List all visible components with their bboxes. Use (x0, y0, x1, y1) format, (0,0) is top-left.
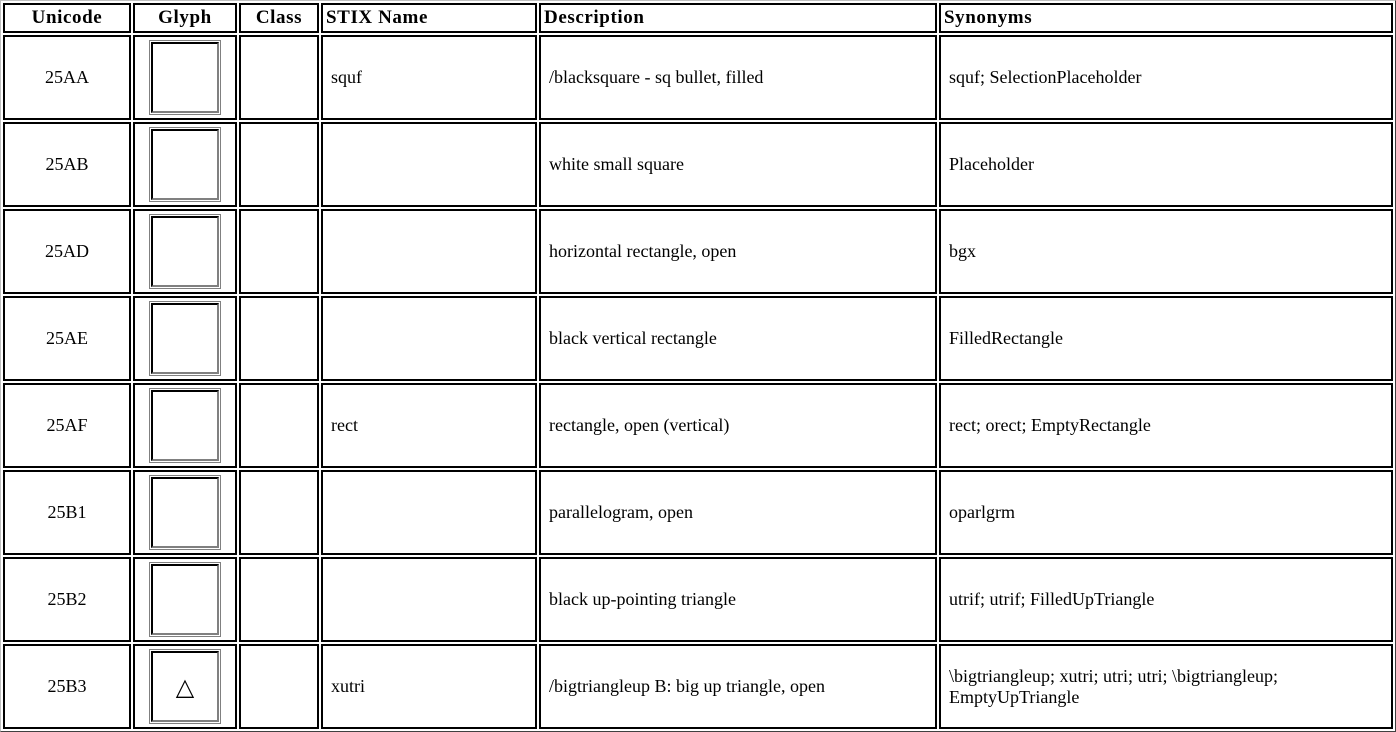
cell-description: /bigtriangleup B: big up triangle, open (539, 644, 937, 729)
header-row (3, 3, 1393, 33)
glyph-image (151, 42, 219, 113)
cell-class (239, 296, 319, 381)
cell-glyph (133, 35, 237, 120)
cell-glyph (133, 557, 237, 642)
cell-description: white small square (539, 122, 937, 207)
table-row (3, 557, 1393, 642)
cell-class (239, 383, 319, 468)
cell-stix-name (321, 557, 537, 642)
cell-glyph (133, 383, 237, 468)
table-row (3, 209, 1393, 294)
cell-description: horizontal rectangle, open (539, 209, 937, 294)
cell-synonyms: rect; orect; EmptyRectangle (939, 383, 1393, 468)
cell-unicode: 25AB (3, 122, 131, 207)
cell-stix-name: squf (321, 35, 537, 120)
cell-glyph (133, 644, 237, 729)
cell-glyph (133, 470, 237, 555)
cell-unicode: 25AF (3, 383, 131, 468)
cell-class (239, 35, 319, 120)
cell-description: black vertical rectangle (539, 296, 937, 381)
header-stix-name: STIX Name (321, 3, 537, 33)
glyph-image (151, 303, 219, 374)
cell-unicode: 25B2 (3, 557, 131, 642)
table-row (3, 296, 1393, 381)
glyph-image (151, 564, 219, 635)
cell-glyph (133, 296, 237, 381)
cell-class (239, 209, 319, 294)
cell-stix-name: rect (321, 383, 537, 468)
table-row (3, 383, 1393, 468)
glyph-image (151, 390, 219, 461)
cell-synonyms: utrif; utrif; FilledUpTriangle (939, 557, 1393, 642)
header-description: Description (539, 3, 937, 33)
cell-stix-name (321, 209, 537, 294)
glyph-image (151, 216, 219, 287)
cell-synonyms: \bigtriangleup; xutri; utri; utri; \bigtriangleup; EmptyUpTriangle (939, 644, 1393, 729)
header-glyph: Glyph (133, 3, 237, 33)
cell-class (239, 644, 319, 729)
cell-unicode: 25AD (3, 209, 131, 294)
cell-glyph (133, 122, 237, 207)
table-row (3, 35, 1393, 120)
cell-synonyms: Placeholder (939, 122, 1393, 207)
cell-description: parallelogram, open (539, 470, 937, 555)
cell-unicode: 25AE (3, 296, 131, 381)
glyph-image (151, 129, 219, 200)
glyph-image (151, 477, 219, 548)
cell-class (239, 470, 319, 555)
cell-class (239, 557, 319, 642)
header-synonyms: Synonyms (939, 3, 1393, 33)
cell-synonyms: oparlgrm (939, 470, 1393, 555)
cell-synonyms: squf; SelectionPlaceholder (939, 35, 1393, 120)
cell-unicode: 25B1 (3, 470, 131, 555)
cell-stix-name (321, 296, 537, 381)
table-row (3, 122, 1393, 207)
cell-glyph (133, 209, 237, 294)
cell-description: rectangle, open (vertical) (539, 383, 937, 468)
cell-stix-name (321, 122, 537, 207)
triangle-up-icon: △ (151, 651, 219, 722)
cell-description: black up-pointing triangle (539, 557, 937, 642)
table-row (3, 470, 1393, 555)
cell-class (239, 122, 319, 207)
cell-synonyms: bgx (939, 209, 1393, 294)
cell-synonyms: FilledRectangle (939, 296, 1393, 381)
cell-unicode: 25AA (3, 35, 131, 120)
cell-description: /blacksquare - sq bullet, filled (539, 35, 937, 120)
header-class: Class (239, 3, 319, 33)
cell-stix-name (321, 470, 537, 555)
table-row (3, 644, 1393, 729)
cell-stix-name: xutri (321, 644, 537, 729)
header-unicode: Unicode (3, 3, 131, 33)
cell-unicode: 25B3 (3, 644, 131, 729)
